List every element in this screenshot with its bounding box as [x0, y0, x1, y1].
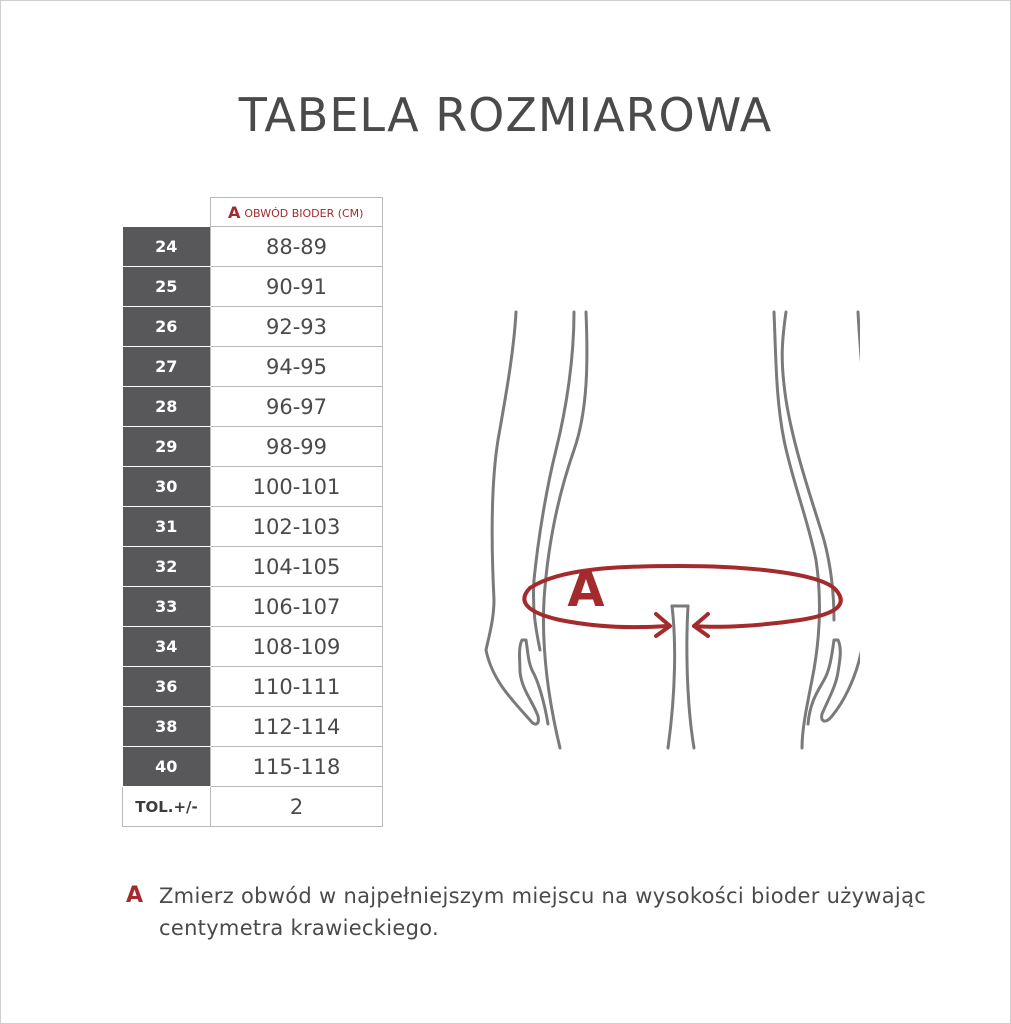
- size-cell: 24: [123, 227, 211, 267]
- note-text: Zmierz obwód w najpełniejszym miejscu na wysokości bioder używając centymetra krawieckiego.: [159, 884, 927, 940]
- illustration-marker-letter: A: [567, 562, 605, 618]
- size-cell: 29: [123, 427, 211, 467]
- hip-measurement-illustration: [480, 305, 860, 755]
- hip-circumference-cell: 100-101: [211, 467, 383, 507]
- size-table: [122, 197, 383, 827]
- table-row: [123, 507, 383, 547]
- hip-circumference-cell: 102-103: [211, 507, 383, 547]
- table-row: [123, 587, 383, 627]
- table-row: [123, 227, 383, 267]
- table-row: [123, 547, 383, 587]
- tolerance-label: TOL.+/-: [123, 787, 211, 827]
- size-cell: 38: [123, 707, 211, 747]
- table-row: [123, 347, 383, 387]
- left-arm-outline: [486, 312, 548, 724]
- right-torso-line: [774, 312, 819, 748]
- size-cell: 28: [123, 387, 211, 427]
- hip-circumference-cell: 98-99: [211, 427, 383, 467]
- measurement-note: [126, 880, 946, 944]
- left-torso-line: [544, 312, 587, 748]
- size-cell: 36: [123, 667, 211, 707]
- size-cell: 40: [123, 747, 211, 787]
- hip-circumference-cell: 104-105: [211, 547, 383, 587]
- hip-circumference-cell: 106-107: [211, 587, 383, 627]
- table-row: [123, 747, 383, 787]
- note-marker-letter: A: [126, 883, 144, 908]
- hip-circumference-cell: 115-118: [211, 747, 383, 787]
- hip-circumference-cell: 112-114: [211, 707, 383, 747]
- header-marker-letter: A: [228, 202, 241, 222]
- hip-circumference-cell: 110-111: [211, 667, 383, 707]
- size-cell: 26: [123, 307, 211, 347]
- table-header-row: [123, 198, 383, 227]
- hip-circumference-cell: 108-109: [211, 627, 383, 667]
- table-row: [123, 667, 383, 707]
- table-row: [123, 707, 383, 747]
- tolerance-value: 2: [211, 787, 383, 827]
- table-row: [123, 627, 383, 667]
- header-label: OBWÓD BIODER (CM): [244, 206, 364, 220]
- table-row: [123, 427, 383, 467]
- page-title: TABELA ROZMIAROWA: [238, 88, 773, 142]
- hip-circumference-cell: 90-91: [211, 267, 383, 307]
- size-cell: 27: [123, 347, 211, 387]
- tolerance-row: [123, 787, 383, 827]
- size-cell: 30: [123, 467, 211, 507]
- table-row: [123, 307, 383, 347]
- size-cell: 25: [123, 267, 211, 307]
- size-cell: 31: [123, 507, 211, 547]
- table-row: [123, 387, 383, 427]
- table-header-empty: [123, 198, 211, 227]
- table-header-hip-circumference: [211, 198, 383, 227]
- size-cell: 34: [123, 627, 211, 667]
- hip-circumference-cell: 92-93: [211, 307, 383, 347]
- inner-leg-lines: [668, 606, 694, 748]
- hip-circumference-cell: 94-95: [211, 347, 383, 387]
- hip-circumference-cell: 96-97: [211, 387, 383, 427]
- size-cell: 33: [123, 587, 211, 627]
- table-row: [123, 267, 383, 307]
- size-cell: 32: [123, 547, 211, 587]
- table-row: [123, 467, 383, 507]
- hip-circumference-cell: 88-89: [211, 227, 383, 267]
